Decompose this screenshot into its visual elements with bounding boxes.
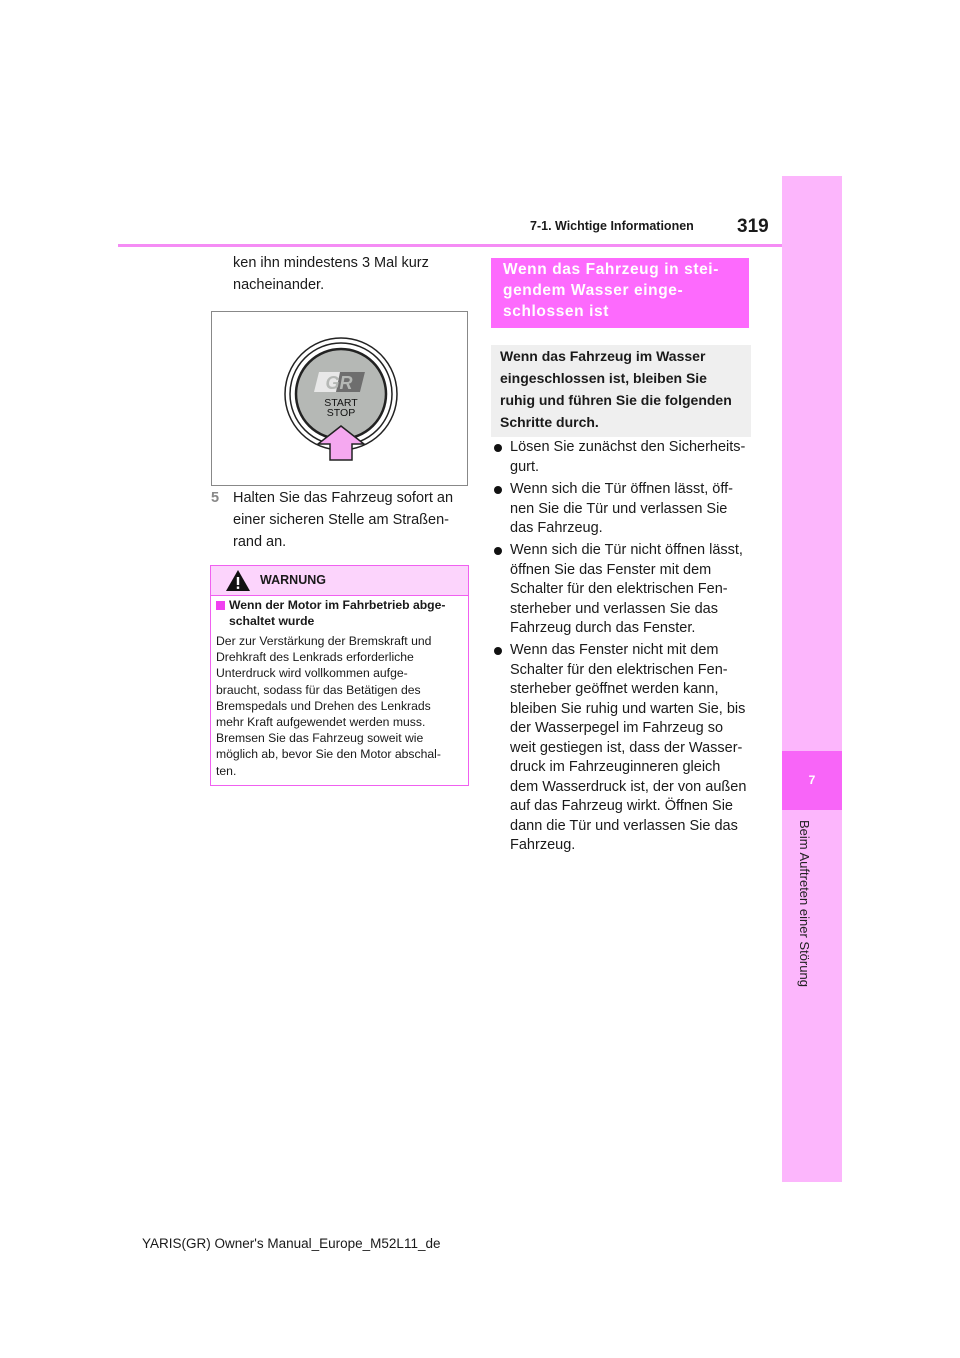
start-stop-figure (211, 311, 468, 486)
warning-body-line: möglich ab, bevor Sie den Motor abschal- (216, 747, 441, 762)
warning-subtitle: schaltet wurde (229, 614, 315, 628)
bullet-line: Wenn das Fenster nicht mit dem (510, 642, 719, 658)
intro-box-line: Wenn das Fahrzeug im Wasser (500, 348, 706, 364)
bullet-line: sterheber geöffnet werden kann, (510, 681, 719, 697)
bullet-line: öffnen Sie das Fenster mit dem (510, 561, 712, 578)
warning-title: WARNUNG (260, 573, 326, 587)
warning-body-line: braucht, sodass für das Betätigen des (216, 682, 421, 697)
bullet-line: Schalter für den elektrischen Fen- (510, 581, 728, 597)
intro-line: nacheinander. (233, 277, 325, 293)
warning-body-line: Bremsen Sie das Fahrzeug soweit wie (216, 731, 424, 746)
bullet-line: Wenn sich die Tür öffnen lässt, öff- (510, 481, 733, 497)
warning-box (210, 565, 469, 786)
bullet-line: dem Wasserdruck ist, der von außen (510, 778, 747, 795)
header-divider (118, 244, 782, 247)
step-line: rand an. (233, 534, 287, 550)
intro-box-line: eingeschlossen ist, bleiben Sie (500, 370, 707, 386)
bullet-line: das Fahrzeug. (510, 520, 603, 536)
chapter-number-tab[interactable]: 7 (782, 751, 842, 810)
bullet-line: sterheber und verlassen Sie das (510, 600, 718, 617)
step-line: Halten Sie das Fahrzeug sofort an (233, 490, 454, 506)
section-title: 7-1. Wichtige Informationen (530, 219, 694, 233)
intro-box-line: ruhig und führen Sie die folgenden (500, 392, 732, 408)
step-number: 5 (211, 490, 220, 506)
warning-subtitle: Wenn der Motor im Fahrbetrieb abge- (229, 598, 446, 612)
bullet-line: dann die Tür und verlassen Sie das (510, 817, 738, 834)
bullet-line: gurt. (510, 458, 540, 475)
bullet-line: Schalter für den elektrischen Fen- (510, 661, 728, 678)
warning-body-line: mehr Kraft aufgewendet werden muss. (216, 715, 426, 729)
bullet-line: Fahrzeug. (510, 837, 576, 853)
bullet-line: Wenn sich die Tür nicht öffnen lässt, (510, 542, 743, 558)
bullet-line: der Wasserpegel im Fahrzeug so (510, 720, 724, 736)
bullet-line: Fahrzeug durch das Fenster. (510, 620, 696, 636)
footer-text: YARIS(GR) Owner's Manual_Europe_M52L11_de (142, 1236, 441, 1251)
chapter-title: Beim Auftreten einer Störung (797, 820, 812, 987)
chapter-side-tab (782, 176, 842, 1182)
start-stop-button-illustration (212, 312, 467, 485)
warning-header (211, 566, 468, 596)
bullet-icon (494, 444, 502, 452)
bullet-icon (494, 486, 502, 494)
start-label: START (324, 397, 358, 409)
bullet-line: druck im Fahrzeuginneren gleich (510, 759, 721, 775)
section-heading-line: schlossen ist (503, 303, 610, 320)
bullet-line: weit gestiegen ist, dass der Wasser- (510, 739, 743, 756)
gr-logo: GR (325, 373, 353, 393)
bullet-icon (494, 647, 502, 655)
warning-body-line: Drehkraft des Lenkrads erforderliche (216, 650, 414, 665)
intro-line: ken ihn mindestens 3 Mal kurz (233, 255, 429, 271)
warning-body-line: Unterdruck wird vollkommen aufge- (216, 666, 408, 681)
warning-body-line: Der zur Verstärkung der Bremskraft und (216, 634, 432, 648)
square-bullet-icon (216, 601, 225, 610)
warning-body-line: Bremspedals und Drehen des Lenkrads (216, 698, 431, 713)
bullet-line: auf das Fahrzeug wirkt. Öffnen Sie (510, 798, 733, 814)
step-line: einer sicheren Stelle am Straßen- (233, 512, 449, 528)
bullet-icon (494, 547, 502, 555)
bullet-line: Lösen Sie zunächst den Sicherheits- (510, 439, 746, 455)
warning-body-line: ten. (216, 763, 237, 778)
section-heading-line: Wenn das Fahrzeug in stei- (503, 261, 719, 278)
section-heading-line: gendem Wasser einge- (503, 282, 684, 299)
bullet-line: bleiben Sie ruhig und warten Sie, bis (510, 700, 746, 717)
page-number: 319 (737, 216, 769, 237)
bullet-line: nen Sie die Tür und verlassen Sie (510, 500, 728, 517)
stop-label: STOP (326, 407, 356, 419)
warning-triangle-icon (225, 569, 251, 592)
intro-box-line: Schritte durch. (500, 414, 599, 430)
